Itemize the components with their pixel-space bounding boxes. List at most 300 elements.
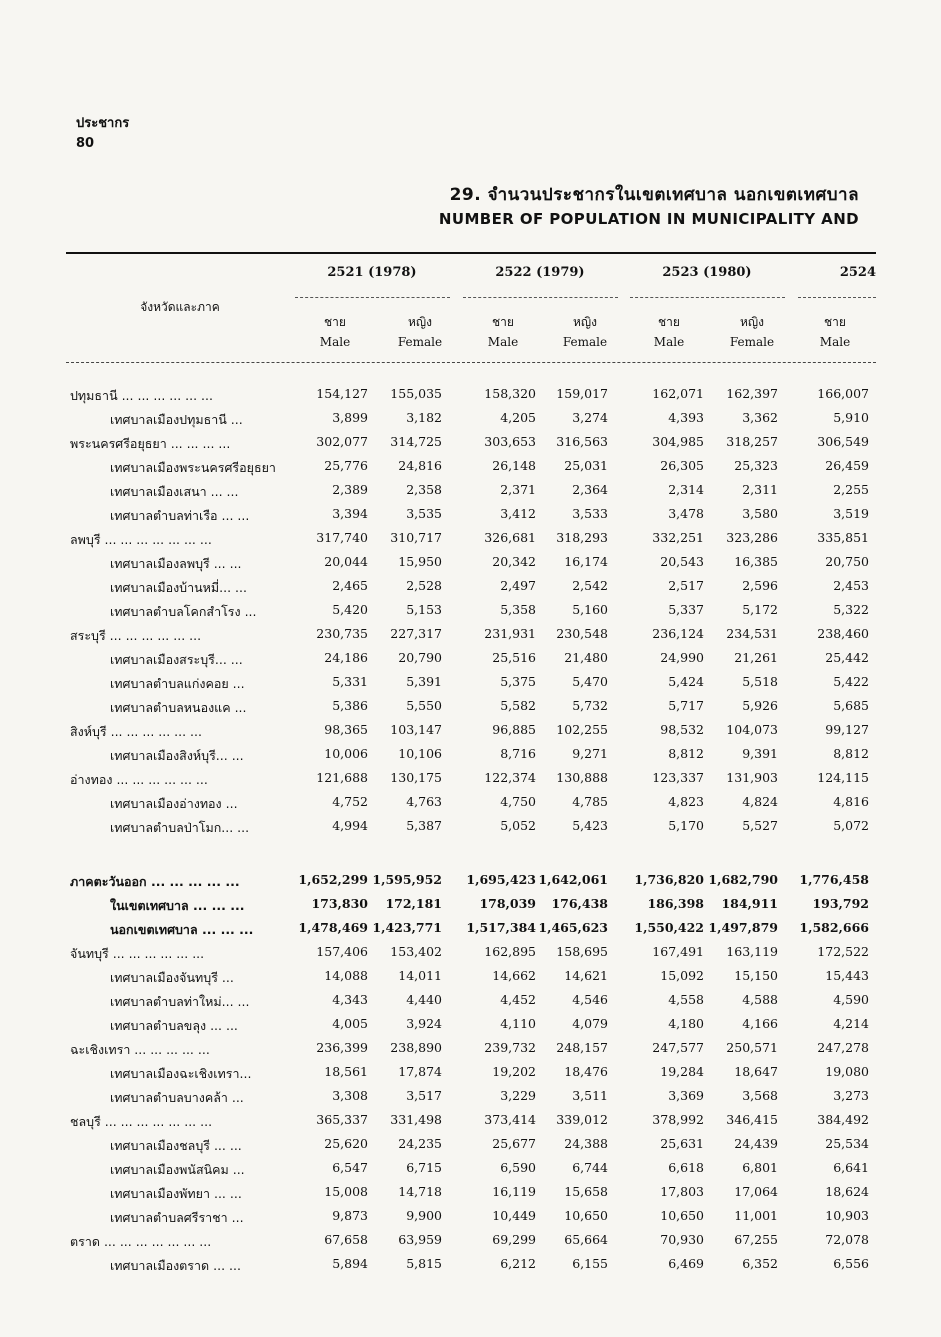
table-cell: 24,990 — [660, 650, 704, 665]
table-cell: 238,890 — [390, 1040, 442, 1055]
table-cell: 1,465,623 — [538, 920, 608, 935]
table-cell: 14,662 — [492, 968, 536, 983]
table-cell: 303,653 — [484, 434, 536, 449]
table-cell: 1,478,469 — [298, 920, 368, 935]
table-cell: 4,750 — [500, 794, 536, 809]
table-cell: 323,286 — [726, 530, 778, 545]
table-cell: 96,885 — [492, 722, 536, 737]
title-english: NUMBER OF POPULATION IN MUNICIPALITY AND — [438, 210, 859, 228]
table-cell: 20,543 — [660, 554, 704, 569]
table-cell: 10,449 — [492, 1208, 536, 1223]
table-cell: 20,342 — [492, 554, 536, 569]
row-label: เทศบาลเมืองบ้านหมี่... ... — [110, 580, 247, 595]
table-cell: 2,596 — [742, 578, 778, 593]
row-label: ตราด ... ... ... ... ... ... ... — [70, 1234, 212, 1249]
table-cell: 25,534 — [825, 1136, 869, 1151]
table-cell: 2,358 — [406, 482, 442, 497]
table-cell: 3,899 — [332, 410, 368, 425]
table-cell: 230,548 — [556, 626, 608, 641]
table-cell: 2,465 — [332, 578, 368, 593]
table-cell: 24,439 — [734, 1136, 778, 1151]
table-cell: 154,127 — [316, 386, 368, 401]
table-cell: 4,816 — [833, 794, 869, 809]
table-cell: 3,533 — [572, 506, 608, 521]
row-label: เทศบาลตำบลท่าใหม่... ... — [110, 994, 250, 1009]
table-row — [0, 502, 941, 526]
table-cell: 5,391 — [406, 674, 442, 689]
table-cell: 373,414 — [484, 1112, 536, 1127]
table-cell: 5,322 — [833, 602, 869, 617]
row-label: เทศบาลเมืองพระนครศรีอยุธยา — [110, 460, 276, 475]
table-cell: 10,650 — [564, 1208, 608, 1223]
table-cell: 1,695,423 — [466, 872, 536, 887]
table-cell: 365,337 — [316, 1112, 368, 1127]
table-row — [0, 766, 941, 790]
table-row — [0, 1108, 941, 1132]
table-cell: 1,736,820 — [634, 872, 704, 887]
table-cell: 3,535 — [406, 506, 442, 521]
table-cell: 3,511 — [572, 1088, 608, 1103]
table-cell: 326,681 — [484, 530, 536, 545]
table-row — [0, 1132, 941, 1156]
table-cell: 67,255 — [734, 1232, 778, 1247]
table-row — [0, 718, 941, 742]
table-cell: 3,478 — [668, 506, 704, 521]
table-cell: 103,147 — [390, 722, 442, 737]
row-label: เทศบาลตำบลท่าเรือ ... ... — [110, 508, 250, 523]
year-header: 2523 (1980) — [662, 265, 752, 280]
table-row — [0, 1180, 941, 1204]
row-label: เทศบาลเมืองจันทบุรี ... — [110, 970, 234, 985]
table-row — [0, 892, 941, 916]
row-label: เทศบาลตำบลศรีราชา ... — [110, 1210, 244, 1225]
table-cell: 18,624 — [825, 1184, 869, 1199]
table-cell: 2,517 — [668, 578, 704, 593]
table-cell: 314,725 — [390, 434, 442, 449]
table-cell: 5,358 — [500, 602, 536, 617]
table-cell: 26,305 — [660, 458, 704, 473]
male-header: ชาย Male — [819, 315, 851, 349]
title-thai: 29. จำนวนประชากรในเขตเทศบาล นอกเขตเทศบาล — [449, 185, 859, 205]
table-cell: 8,716 — [500, 746, 536, 761]
table-cell: 6,715 — [406, 1160, 442, 1175]
year-rule — [630, 297, 785, 298]
table-cell: 6,155 — [572, 1256, 608, 1271]
row-label: ในเขตเทศบาล ... ... ... — [110, 898, 245, 913]
female-header: หญิง Female — [729, 315, 775, 349]
table-cell: 4,214 — [833, 1016, 869, 1031]
table-cell: 26,148 — [492, 458, 536, 473]
row-label-header: จังหวัดและภาค — [140, 300, 220, 314]
table-cell: 4,763 — [406, 794, 442, 809]
table-cell: 4,824 — [742, 794, 778, 809]
table-cell: 15,658 — [564, 1184, 608, 1199]
table-cell: 5,423 — [572, 818, 608, 833]
table-cell: 5,153 — [406, 602, 442, 617]
table-cell: 4,588 — [742, 992, 778, 1007]
table-cell: 172,522 — [817, 944, 869, 959]
table-cell: 173,830 — [311, 896, 368, 911]
table-cell: 4,079 — [572, 1016, 608, 1031]
row-label: เทศบาลเมืองลพบุรี ... ... — [110, 556, 242, 571]
table-cell: 4,590 — [833, 992, 869, 1007]
table-cell: 5,926 — [742, 698, 778, 713]
table-cell: 24,186 — [324, 650, 368, 665]
row-label: เทศบาลเมืองพัทยา ... ... — [110, 1186, 242, 1201]
table-cell: 193,792 — [812, 896, 869, 911]
table-cell: 16,119 — [492, 1184, 536, 1199]
table-cell: 250,571 — [726, 1040, 778, 1055]
table-cell: 1,582,666 — [799, 920, 869, 935]
table-row — [0, 694, 941, 718]
table-row — [0, 430, 941, 454]
row-label: ฉะเชิงเทรา ... ... ... ... ... — [70, 1042, 210, 1057]
table-cell: 20,790 — [398, 650, 442, 665]
page-header — [76, 114, 129, 154]
table-cell: 239,732 — [484, 1040, 536, 1055]
row-label: เทศบาลตำบลป่าโมก... ... — [110, 820, 250, 835]
table-cell: 26,459 — [825, 458, 869, 473]
row-label: เทศบาลเมืองเสนา ... ... — [110, 484, 239, 499]
table-cell: 1,595,952 — [372, 872, 442, 887]
table-cell: 234,531 — [726, 626, 778, 641]
table-cell: 99,127 — [825, 722, 869, 737]
table-cell: 8,812 — [668, 746, 704, 761]
table-row — [0, 670, 941, 694]
female-header: หญิง Female — [562, 315, 608, 349]
row-label: นอกเขตเทศบาล ... ... ... — [110, 922, 254, 937]
table-cell: 21,261 — [734, 650, 778, 665]
table-cell: 158,320 — [484, 386, 536, 401]
table-row — [0, 964, 941, 988]
table-cell: 63,959 — [398, 1232, 442, 1247]
table-cell: 3,362 — [742, 410, 778, 425]
table-cell: 186,398 — [647, 896, 704, 911]
table-cell: 14,011 — [398, 968, 442, 983]
table-cell: 70,930 — [660, 1232, 704, 1247]
table-cell: 3,580 — [742, 506, 778, 521]
male-header: ชาย Male — [319, 315, 351, 349]
table-cell: 98,532 — [660, 722, 704, 737]
table-cell: 4,823 — [668, 794, 704, 809]
table-row — [0, 1204, 941, 1228]
table-cell: 332,251 — [652, 530, 704, 545]
table-cell: 248,157 — [556, 1040, 608, 1055]
table-cell: 131,903 — [726, 770, 778, 785]
table-cell: 167,491 — [652, 944, 704, 959]
table-cell: 3,412 — [500, 506, 536, 521]
table-cell: 3,182 — [406, 410, 442, 425]
table-cell: 2,311 — [742, 482, 778, 497]
table-cell: 6,556 — [833, 1256, 869, 1271]
table-cell: 15,008 — [324, 1184, 368, 1199]
table-cell: 130,175 — [390, 770, 442, 785]
table-row — [0, 646, 941, 670]
page-number: 80 — [76, 136, 95, 151]
table-cell: 2,542 — [572, 578, 608, 593]
table-cell: 6,590 — [500, 1160, 536, 1175]
table-cell: 5,387 — [406, 818, 442, 833]
table-cell: 306,549 — [817, 434, 869, 449]
table-cell: 25,677 — [492, 1136, 536, 1151]
table-cell: 5,424 — [668, 674, 704, 689]
table-cell: 2,389 — [332, 482, 368, 497]
row-label: ปทุมธานี ... ... ... ... ... ... — [70, 388, 213, 403]
table-cell: 5,582 — [500, 698, 536, 713]
row-label: ชลบุรี ... ... ... ... ... ... ... — [70, 1114, 213, 1129]
row-label: ภาคตะวันออก ... ... ... ... ... — [70, 874, 240, 889]
row-label: เทศบาลเมืองปทุมธานี ... — [110, 412, 243, 427]
table-row — [0, 916, 941, 940]
table-cell: 8,812 — [833, 746, 869, 761]
table-cell: 6,801 — [742, 1160, 778, 1175]
table-cell: 1,517,384 — [466, 920, 536, 935]
table-cell: 2,364 — [572, 482, 608, 497]
table-cell: 6,212 — [500, 1256, 536, 1271]
table-cell: 15,443 — [825, 968, 869, 983]
table-cell: 14,621 — [564, 968, 608, 983]
female-header: หญิง Female — [397, 315, 443, 349]
table-cell: 17,874 — [398, 1064, 442, 1079]
table-cell: 10,650 — [660, 1208, 704, 1223]
table-cell: 159,017 — [556, 386, 608, 401]
table-row — [0, 526, 941, 550]
table-cell: 3,308 — [332, 1088, 368, 1103]
table-cell: 121,688 — [316, 770, 368, 785]
top-rule — [66, 252, 876, 254]
table-cell: 25,323 — [734, 458, 778, 473]
table-cell: 2,255 — [833, 482, 869, 497]
row-label: เทศบาลเมืองตราด ... ... — [110, 1258, 241, 1273]
table-cell: 65,664 — [564, 1232, 608, 1247]
table-cell: 130,888 — [556, 770, 608, 785]
table-cell: 3,394 — [332, 506, 368, 521]
table-cell: 157,406 — [316, 944, 368, 959]
table-cell: 4,205 — [500, 410, 536, 425]
table-cell: 20,044 — [324, 554, 368, 569]
table-cell: 2,528 — [406, 578, 442, 593]
table-cell: 1,682,790 — [708, 872, 778, 887]
table-cell: 6,352 — [742, 1256, 778, 1271]
table-title — [439, 182, 859, 230]
table-cell: 15,950 — [398, 554, 442, 569]
table-cell: 5,386 — [332, 698, 368, 713]
table-cell: 236,399 — [316, 1040, 368, 1055]
table-cell: 153,402 — [390, 944, 442, 959]
row-label: เทศบาลตำบลบางคล้า ... — [110, 1090, 244, 1105]
table-cell: 18,476 — [564, 1064, 608, 1079]
table-cell: 3,924 — [406, 1016, 442, 1031]
table-cell: 318,293 — [556, 530, 608, 545]
table-cell: 10,903 — [825, 1208, 869, 1223]
row-label: เทศบาลตำบลโคกสำโรง ... — [110, 604, 257, 619]
table-cell: 346,415 — [726, 1112, 778, 1127]
table-cell: 122,374 — [484, 770, 536, 785]
table-cell: 20,750 — [825, 554, 869, 569]
table-cell: 11,001 — [734, 1208, 778, 1223]
table-cell: 230,735 — [316, 626, 368, 641]
table-cell: 2,314 — [668, 482, 704, 497]
table-cell: 4,546 — [572, 992, 608, 1007]
table-cell: 317,740 — [316, 530, 368, 545]
table-cell: 236,124 — [652, 626, 704, 641]
table-row — [0, 574, 941, 598]
table-cell: 5,331 — [332, 674, 368, 689]
table-cell: 19,202 — [492, 1064, 536, 1079]
row-label: เทศบาลเมืองพนัสนิคม ... — [110, 1162, 245, 1177]
table-cell: 3,229 — [500, 1088, 536, 1103]
table-row — [0, 1084, 941, 1108]
year-header: 2522 (1979) — [495, 265, 585, 280]
table-cell: 1,642,061 — [538, 872, 608, 887]
row-label: อ่างทอง ... ... ... ... ... ... — [70, 772, 208, 787]
section-name: ประชากร — [76, 116, 130, 131]
table-cell: 25,620 — [324, 1136, 368, 1151]
table-cell: 5,527 — [742, 818, 778, 833]
table-cell: 9,873 — [332, 1208, 368, 1223]
table-cell: 14,718 — [398, 1184, 442, 1199]
table-cell: 3,273 — [833, 1088, 869, 1103]
table-row — [0, 406, 941, 430]
table-cell: 9,900 — [406, 1208, 442, 1223]
table-cell: 339,012 — [556, 1112, 608, 1127]
table-cell: 16,385 — [734, 554, 778, 569]
table-cell: 5,160 — [572, 602, 608, 617]
table-cell: 5,550 — [406, 698, 442, 713]
table-cell: 4,752 — [332, 794, 368, 809]
table-cell: 4,180 — [668, 1016, 704, 1031]
table-row — [0, 622, 941, 646]
table-cell: 25,516 — [492, 650, 536, 665]
table-row — [0, 550, 941, 574]
table-cell: 316,563 — [556, 434, 608, 449]
table-cell: 1,550,422 — [634, 920, 704, 935]
table-cell: 6,618 — [668, 1160, 704, 1175]
row-label: พระนครศรีอยุธยา ... ... ... ... — [70, 436, 231, 451]
table-cell: 318,257 — [726, 434, 778, 449]
table-cell: 5,717 — [668, 698, 704, 713]
table-cell: 25,442 — [825, 650, 869, 665]
table-cell: 166,007 — [817, 386, 869, 401]
table-row — [0, 940, 941, 964]
table-cell: 4,558 — [668, 992, 704, 1007]
table-cell: 5,337 — [668, 602, 704, 617]
table-cell: 172,181 — [385, 896, 442, 911]
table-cell: 15,092 — [660, 968, 704, 983]
table-cell: 18,561 — [324, 1064, 368, 1079]
table-cell: 98,365 — [324, 722, 368, 737]
table-cell: 10,006 — [324, 746, 368, 761]
male-header: ชาย Male — [487, 315, 519, 349]
table-cell: 227,317 — [390, 626, 442, 641]
table-cell: 123,337 — [652, 770, 704, 785]
table-cell: 4,343 — [332, 992, 368, 1007]
year-rule — [295, 297, 450, 298]
table-cell: 25,031 — [564, 458, 608, 473]
table-cell: 4,440 — [406, 992, 442, 1007]
table-cell: 4,166 — [742, 1016, 778, 1031]
table-cell: 10,106 — [398, 746, 442, 761]
table-cell: 176,438 — [551, 896, 608, 911]
table-cell: 162,397 — [726, 386, 778, 401]
table-row — [0, 1012, 941, 1036]
table-cell: 14,088 — [324, 968, 368, 983]
table-cell: 6,469 — [668, 1256, 704, 1271]
table-cell: 5,910 — [833, 410, 869, 425]
table-cell: 102,255 — [556, 722, 608, 737]
table-cell: 5,518 — [742, 674, 778, 689]
table-cell: 104,073 — [726, 722, 778, 737]
table-cell: 1,776,458 — [799, 872, 869, 887]
table-row — [0, 598, 941, 622]
row-label: ลพบุรี ... ... ... ... ... ... ... — [70, 532, 212, 547]
year-header: 2521 (1978) — [327, 265, 417, 280]
table-cell: 2,453 — [833, 578, 869, 593]
table-cell: 238,460 — [817, 626, 869, 641]
table-cell: 5,422 — [833, 674, 869, 689]
table-cell: 3,568 — [742, 1088, 778, 1103]
table-cell: 2,371 — [500, 482, 536, 497]
table-row — [0, 478, 941, 502]
row-label: สระบุรี ... ... ... ... ... ... — [70, 628, 202, 643]
table-cell: 16,174 — [564, 554, 608, 569]
table-cell: 67,658 — [324, 1232, 368, 1247]
table-cell: 1,652,299 — [298, 872, 368, 887]
table-cell: 18,647 — [734, 1064, 778, 1079]
table-cell: 5,420 — [332, 602, 368, 617]
table-cell: 155,035 — [390, 386, 442, 401]
table-cell: 5,052 — [500, 818, 536, 833]
table-row — [0, 1060, 941, 1084]
table-cell: 19,284 — [660, 1064, 704, 1079]
table-cell: 5,685 — [833, 698, 869, 713]
table-cell: 5,170 — [668, 818, 704, 833]
table-row — [0, 988, 941, 1012]
year-rule — [798, 297, 876, 298]
table-cell: 178,039 — [479, 896, 536, 911]
table-cell: 247,577 — [652, 1040, 704, 1055]
table-cell: 15,150 — [734, 968, 778, 983]
table-cell: 17,064 — [734, 1184, 778, 1199]
year-rule — [463, 297, 618, 298]
table-row — [0, 454, 941, 478]
table-cell: 304,985 — [652, 434, 704, 449]
table-cell: 5,375 — [500, 674, 536, 689]
table-row — [0, 868, 941, 892]
table-cell: 72,078 — [825, 1232, 869, 1247]
row-label: เทศบาลตำบลขลุง ... ... — [110, 1018, 238, 1033]
table-cell: 9,391 — [742, 746, 778, 761]
table-cell: 124,115 — [817, 770, 869, 785]
male-header: ชาย Male — [653, 315, 685, 349]
table-row — [0, 382, 941, 406]
table-cell: 384,492 — [817, 1112, 869, 1127]
table-cell: 1,497,879 — [708, 920, 778, 935]
table-row — [0, 1036, 941, 1060]
table-cell: 2,497 — [500, 578, 536, 593]
table-cell: 4,785 — [572, 794, 608, 809]
table-cell: 302,077 — [316, 434, 368, 449]
table-cell: 4,994 — [332, 818, 368, 833]
table-cell: 310,717 — [390, 530, 442, 545]
table-cell: 4,110 — [500, 1016, 536, 1031]
table-cell: 4,005 — [332, 1016, 368, 1031]
table-cell: 5,815 — [406, 1256, 442, 1271]
row-label: เทศบาลตำบลหนองแค ... — [110, 700, 247, 715]
table-cell: 69,299 — [492, 1232, 536, 1247]
table-cell: 6,641 — [833, 1160, 869, 1175]
table-cell: 4,393 — [668, 410, 704, 425]
